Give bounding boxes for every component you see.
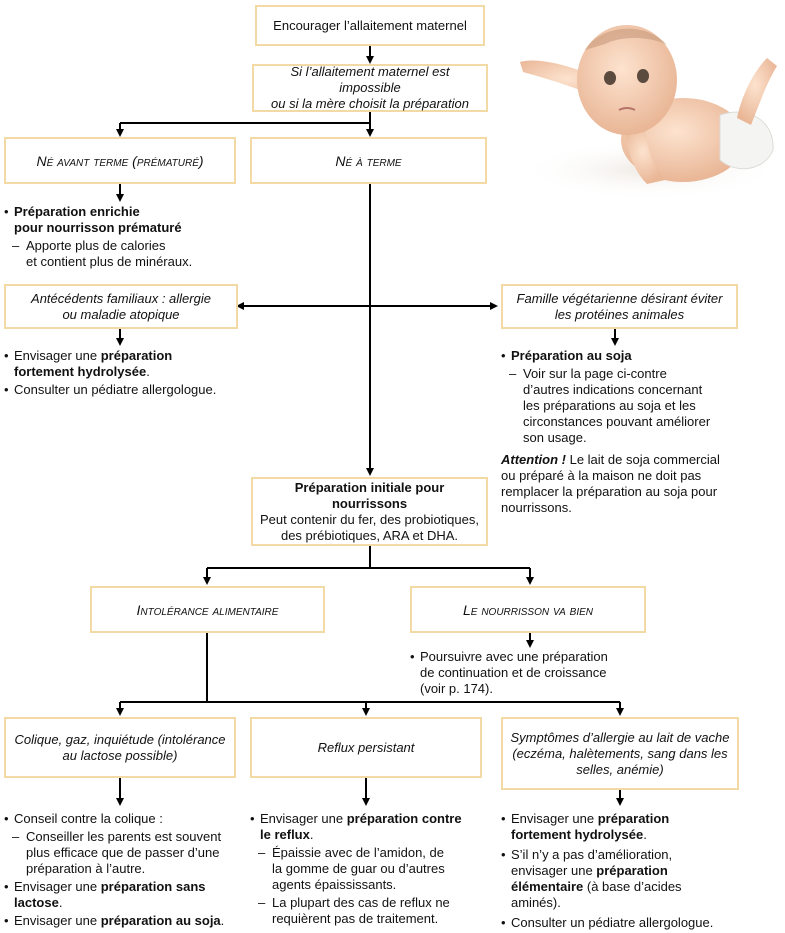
premature-title: Né avant terme (prématuré) <box>36 152 204 169</box>
impossible-line-1: Si l’allaitement maternel est impossible <box>290 64 450 95</box>
va-bien-details <box>410 649 660 699</box>
impossible-box <box>252 64 488 112</box>
colique-box <box>4 717 236 778</box>
colique-details <box>4 811 248 931</box>
symptomes-line-3: selles, anémie) <box>576 761 664 777</box>
list-item: • Consulter un pédiatre allergologue. <box>501 915 761 931</box>
vegetarien-line-2: les protéines animales <box>554 306 685 322</box>
colique-line-2: au lactose possible) <box>62 747 178 763</box>
intolerance-box <box>90 586 325 633</box>
encourager-label: Encourager l’allaitement maternel <box>273 17 467 33</box>
list-item: • Envisager une préparation sans lactose. <box>4 879 248 911</box>
list-item: • Poursuivre avec une préparation de continuation et de croissance (voir p. 174). <box>410 649 660 697</box>
list-item: • S’il n’y a pas d’amélioration, envisager une préparation élémentaire (à base d’acides aminés). <box>501 847 761 911</box>
allergie-details <box>4 348 244 400</box>
intolerance-title: Intolérance alimentaire <box>136 601 279 618</box>
initiale-line-2: des prébiotiques, ARA et DHA. <box>280 527 459 543</box>
premature-details <box>4 204 244 270</box>
reflux-title: Reflux persistant <box>317 739 415 755</box>
list-item: – Épaissie avec de l’amidon, de la gomme de guar ou d’autres agents épaississants. <box>250 845 490 893</box>
allergie-line-1: Antécédents familiaux : allergie <box>31 290 211 306</box>
list-item: • Envisager une préparation fortement hydrolysée. <box>4 348 244 380</box>
list-item: • Envisager une préparation fortement hydrolysée. <box>501 811 761 843</box>
impossible-line-2: ou si la mère choisit la préparation <box>271 96 469 111</box>
vegetarien-box <box>501 284 738 329</box>
va-bien-title: Le nourrisson va bien <box>462 601 594 618</box>
encourager-box <box>255 5 485 46</box>
list-item: – Voir sur la page ci-contre d’autres indications concernant les préparations au soja et les circonstances pouvant améliorer son usage. <box>501 366 761 446</box>
list-item: • Préparation au soja <box>501 348 761 364</box>
list-item: – Apporte plus de calories et contient plus de minéraux. <box>4 238 244 270</box>
initiale-line-1: Peut contenir du fer, des probiotiques, <box>260 511 479 527</box>
premature-box <box>4 137 236 184</box>
list-item: • Préparation enrichie pour nourrisson prématuré <box>4 204 244 236</box>
allergie-line-2: ou maladie atopique <box>62 306 180 322</box>
symptomes-details <box>501 811 761 933</box>
reflux-box <box>250 717 482 778</box>
list-item: – Conseiller les parents est souvent plus efficace que de passer d’une préparation à l’autre. <box>4 829 248 877</box>
terme-box <box>250 137 487 184</box>
va-bien-box <box>410 586 646 633</box>
initiale-box <box>251 477 488 546</box>
attention-note: Attention ! Le lait de soja commercial ou préparé à la maison ne doit pas remplacer la préparation au soja pour nourrissons. <box>501 452 720 515</box>
vegetarien-line-1: Famille végétarienne désirant éviter <box>516 290 723 306</box>
colique-line-1: Colique, gaz, inquiétude (intolérance <box>14 731 226 747</box>
list-item: • Conseil contre la colique : <box>4 811 248 827</box>
initiale-title: Préparation initiale pour nourrissons <box>294 479 445 511</box>
baby-photo-icon <box>515 10 780 200</box>
reflux-details <box>250 811 490 927</box>
terme-title: Né à terme <box>335 152 402 169</box>
symptomes-line-1: Symptômes d’allergie au lait de vache <box>510 729 730 745</box>
list-item: • Envisager une préparation au soja. <box>4 913 248 929</box>
allergie-box <box>4 284 238 329</box>
vegetarien-details <box>501 348 761 516</box>
symptomes-box <box>501 717 739 790</box>
symptomes-line-2: (eczéma, halètements, sang dans les <box>512 745 728 761</box>
list-item: • Consulter un pédiatre allergologue. <box>4 382 244 398</box>
list-item: • Envisager une préparation contre le reflux. <box>250 811 490 843</box>
list-item: – La plupart des cas de reflux ne requièrent pas de traitement. <box>250 895 490 927</box>
